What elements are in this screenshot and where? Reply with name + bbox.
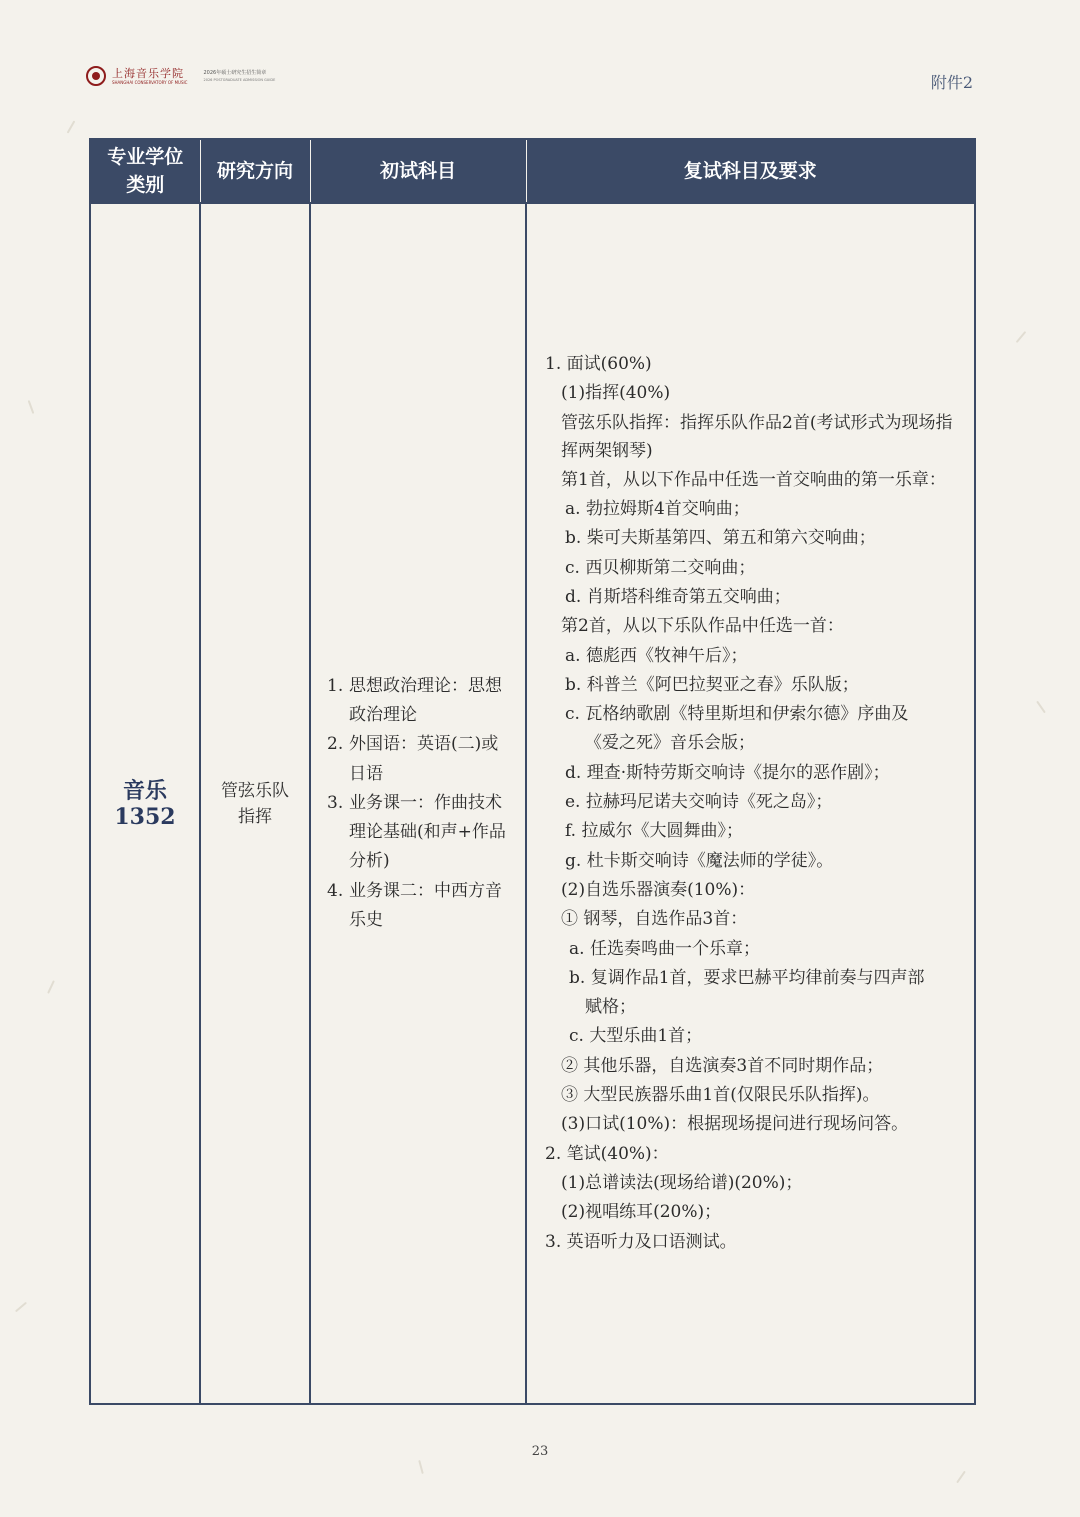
retest-cell <box>526 203 975 1404</box>
list-item: ② 其他乐器，自选演奏3首不同时期作品； <box>561 1055 884 1076</box>
preliminary-cell <box>310 203 526 1404</box>
direction-text: 管弦乐队指挥 <box>221 780 289 827</box>
list-item: b. 复调作品1首，要求巴赫平均律前奏与四声部 <box>569 967 925 988</box>
list-item: 《爱之死》音乐会版； <box>585 733 755 754</box>
list-item: 赋格； <box>585 997 636 1018</box>
list-item: c. 西贝柳斯第二交响曲； <box>565 557 756 578</box>
category-name: 音乐 <box>122 777 167 804</box>
direction-cell <box>200 203 310 1404</box>
page-header <box>86 66 275 86</box>
list-item: g. 杜卡斯交响诗《魔法师的学徒》。 <box>565 850 834 871</box>
list-item: c. 大型乐曲1首； <box>569 1026 703 1047</box>
list-item: f. 拉威尔《大圆舞曲》； <box>565 821 743 842</box>
list-item: 管弦乐队指挥：指挥乐队作品2首(考试形式为现场指挥两架钢琴) <box>561 412 953 462</box>
list-item: (2)视唱练耳(20%)； <box>561 1202 722 1223</box>
list-item: b. 科普兰《阿巴拉契亚之春》乐队版； <box>565 674 859 695</box>
list-item: c. 瓦格纳歌剧《特里斯坦和伊索尔德》序曲及 <box>565 704 909 725</box>
page-number: 23 <box>531 1444 549 1459</box>
requirements-table <box>89 138 976 1405</box>
table-row <box>90 203 975 1404</box>
list-item: (1)总谱读法(现场给谱)(20%)； <box>561 1172 803 1193</box>
list-item: 第2首，从以下乐队作品中任选一首： <box>561 616 844 637</box>
school-logo <box>112 67 187 86</box>
list-item: ③ 大型民族器乐曲1首(仅限民乐队指挥)。 <box>561 1085 880 1106</box>
list-item: 1. 面试(60%) <box>545 354 652 375</box>
list-item: 2. 笔试(40%)： <box>545 1143 669 1164</box>
guide-title-english: 2026 POSTGRADUATE ADMISSION GUIDE <box>203 77 276 82</box>
list-item: d. 理查·斯特劳斯交响诗《提尔的恶作剧》； <box>565 762 890 783</box>
list-item: e. 拉赫玛尼诺夫交响诗《死之岛》； <box>565 792 833 813</box>
table-header-row <box>90 139 975 203</box>
header-category: 专业学位类别 <box>90 139 200 203</box>
guide-title-chinese: 2026年硕士研究生招生简章 <box>203 69 267 76</box>
list-item: 第1首，从以下作品中任选一首交响曲的第一乐章： <box>561 469 946 490</box>
category-code: 1352 <box>114 803 176 830</box>
list-item: 2. 外国语：英语(二)或日语 <box>327 734 499 784</box>
header-retest: 复试科目及要求 <box>526 139 975 203</box>
list-item: d. 肖斯塔科维奇第五交响曲； <box>565 586 791 607</box>
category-cell <box>90 203 200 1404</box>
list-item: (3)口试(10%)：根据现场提问进行现场问答。 <box>561 1114 909 1135</box>
list-item: 1. 思想政治理论：思想政治理论 <box>327 675 502 725</box>
guide-title <box>203 70 275 83</box>
list-item: a. 德彪西《牧神午后》； <box>565 645 748 666</box>
header-direction: 研究方向 <box>200 139 310 203</box>
list-item: a. 任选奏鸣曲一个乐章； <box>569 938 760 959</box>
attachment-label: 附件2 <box>930 73 973 92</box>
list-item: (1)指挥(40%) <box>561 383 671 404</box>
list-item: ① 钢琴，自选作品3首： <box>561 909 748 930</box>
list-item: (2)自选乐器演奏(10%)： <box>561 879 756 900</box>
school-seal-icon <box>86 66 106 86</box>
logo-chinese: 上海音乐学院 <box>112 66 184 80</box>
header-preliminary: 初试科目 <box>310 139 526 203</box>
preliminary-list <box>327 672 511 936</box>
list-item: a. 勃拉姆斯4首交响曲； <box>565 499 750 520</box>
list-item: 3. 英语听力及口语测试。 <box>545 1231 737 1252</box>
list-item: 4. 业务课二：中西方音乐史 <box>327 880 502 931</box>
logo-english: SHANGHAI CONSERVATORY OF MUSIC <box>112 79 188 85</box>
list-item: b. 柴可夫斯基第四、第五和第六交响曲； <box>565 528 876 549</box>
list-item: 3. 业务课一：作曲技术理论基础(和声+作品分析) <box>327 792 506 872</box>
